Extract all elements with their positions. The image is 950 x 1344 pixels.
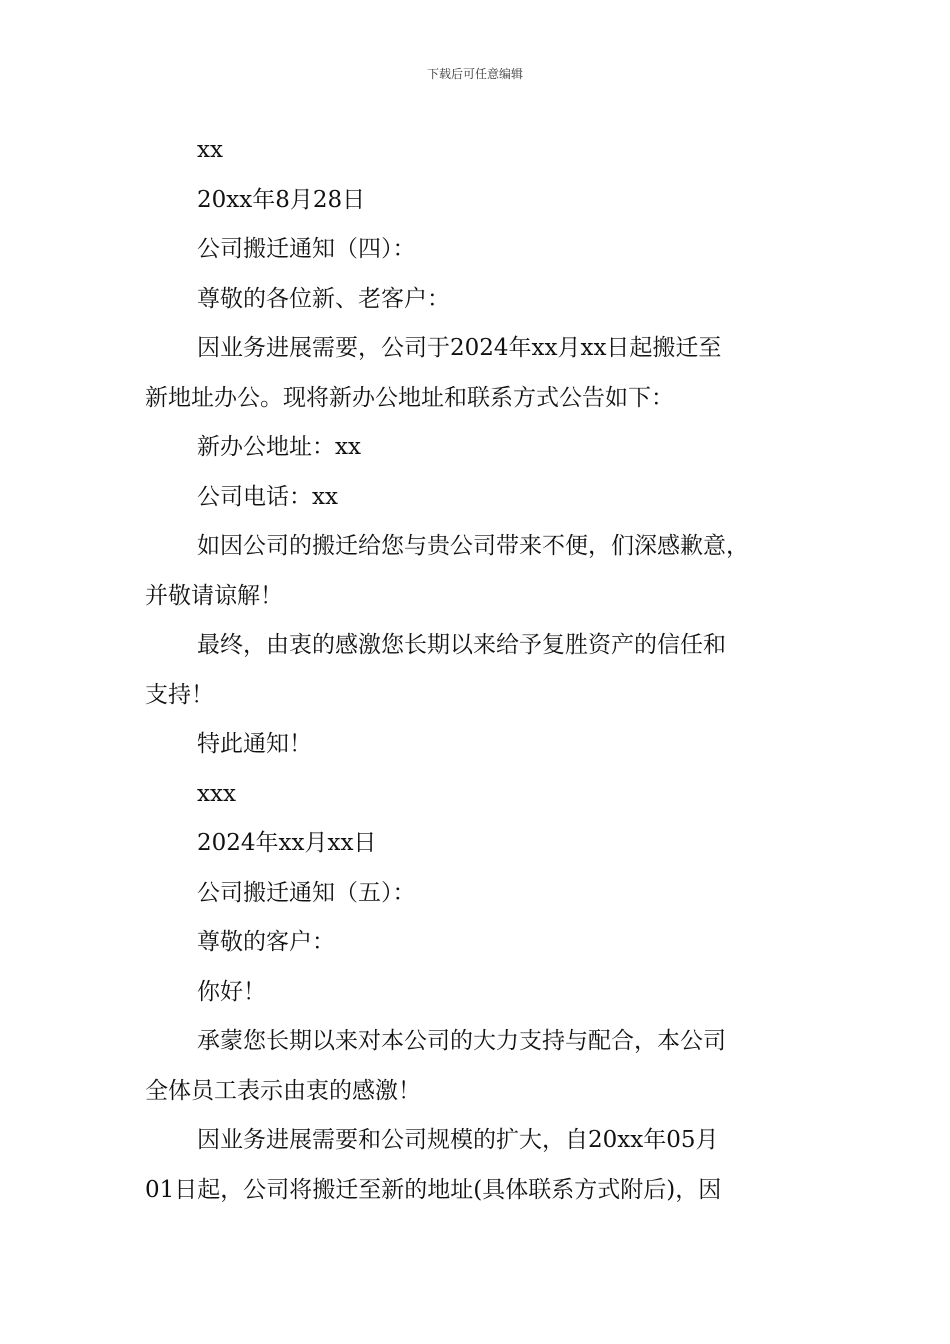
notice-title: 公司搬迁通知（四）： bbox=[197, 236, 416, 262]
date-line: 2024年xx月xx日 bbox=[197, 830, 377, 856]
paragraph-line: 新地址办公。现将新办公地址和联系方式公告如下： bbox=[145, 384, 674, 411]
phone-line: 公司电话：xx bbox=[197, 483, 338, 510]
address-line: 新办公地址：xx bbox=[197, 434, 361, 460]
paragraph-line: 支持！ bbox=[145, 681, 214, 708]
signature-line: xxx bbox=[197, 780, 236, 807]
closing-line: 特此通知！ bbox=[197, 731, 312, 757]
signature-line: xx bbox=[197, 137, 223, 163]
paragraph-line: 最终，由衷的感激您长期以来给予复胜资产的信任和 bbox=[197, 632, 726, 658]
paragraph-line: 01日起，公司将搬迁至新的地址(具体联系方式附后)，因 bbox=[145, 1176, 722, 1203]
paragraph-line: 全体员工表示由衷的感激！ bbox=[145, 1077, 421, 1104]
document-body bbox=[145, 126, 820, 1215]
paragraph-line: 承蒙您长期以来对本公司的大力支持与配合，本公司 bbox=[197, 1028, 726, 1054]
salutation: 尊敬的各位新、老客户： bbox=[197, 285, 450, 312]
paragraph-line: 如因公司的搬迁给您与贵公司带来不便，们深感歉意， bbox=[197, 533, 749, 559]
notice-title: 公司搬迁通知（五）： bbox=[197, 879, 416, 906]
paragraph-line: 因业务进展需要和公司规模的扩大，自20xx年05月 bbox=[197, 1127, 719, 1153]
page-header: 下载后可任意编辑 bbox=[426, 67, 523, 81]
salutation: 尊敬的客户： bbox=[197, 929, 335, 955]
date-line: 20xx年8月28日 bbox=[197, 186, 366, 213]
paragraph-line: 并敬请谅解！ bbox=[145, 582, 283, 609]
greeting: 你好！ bbox=[197, 978, 266, 1005]
paragraph-line: 因业务进展需要，公司于2024年xx月xx日起搬迁至 bbox=[197, 335, 722, 361]
